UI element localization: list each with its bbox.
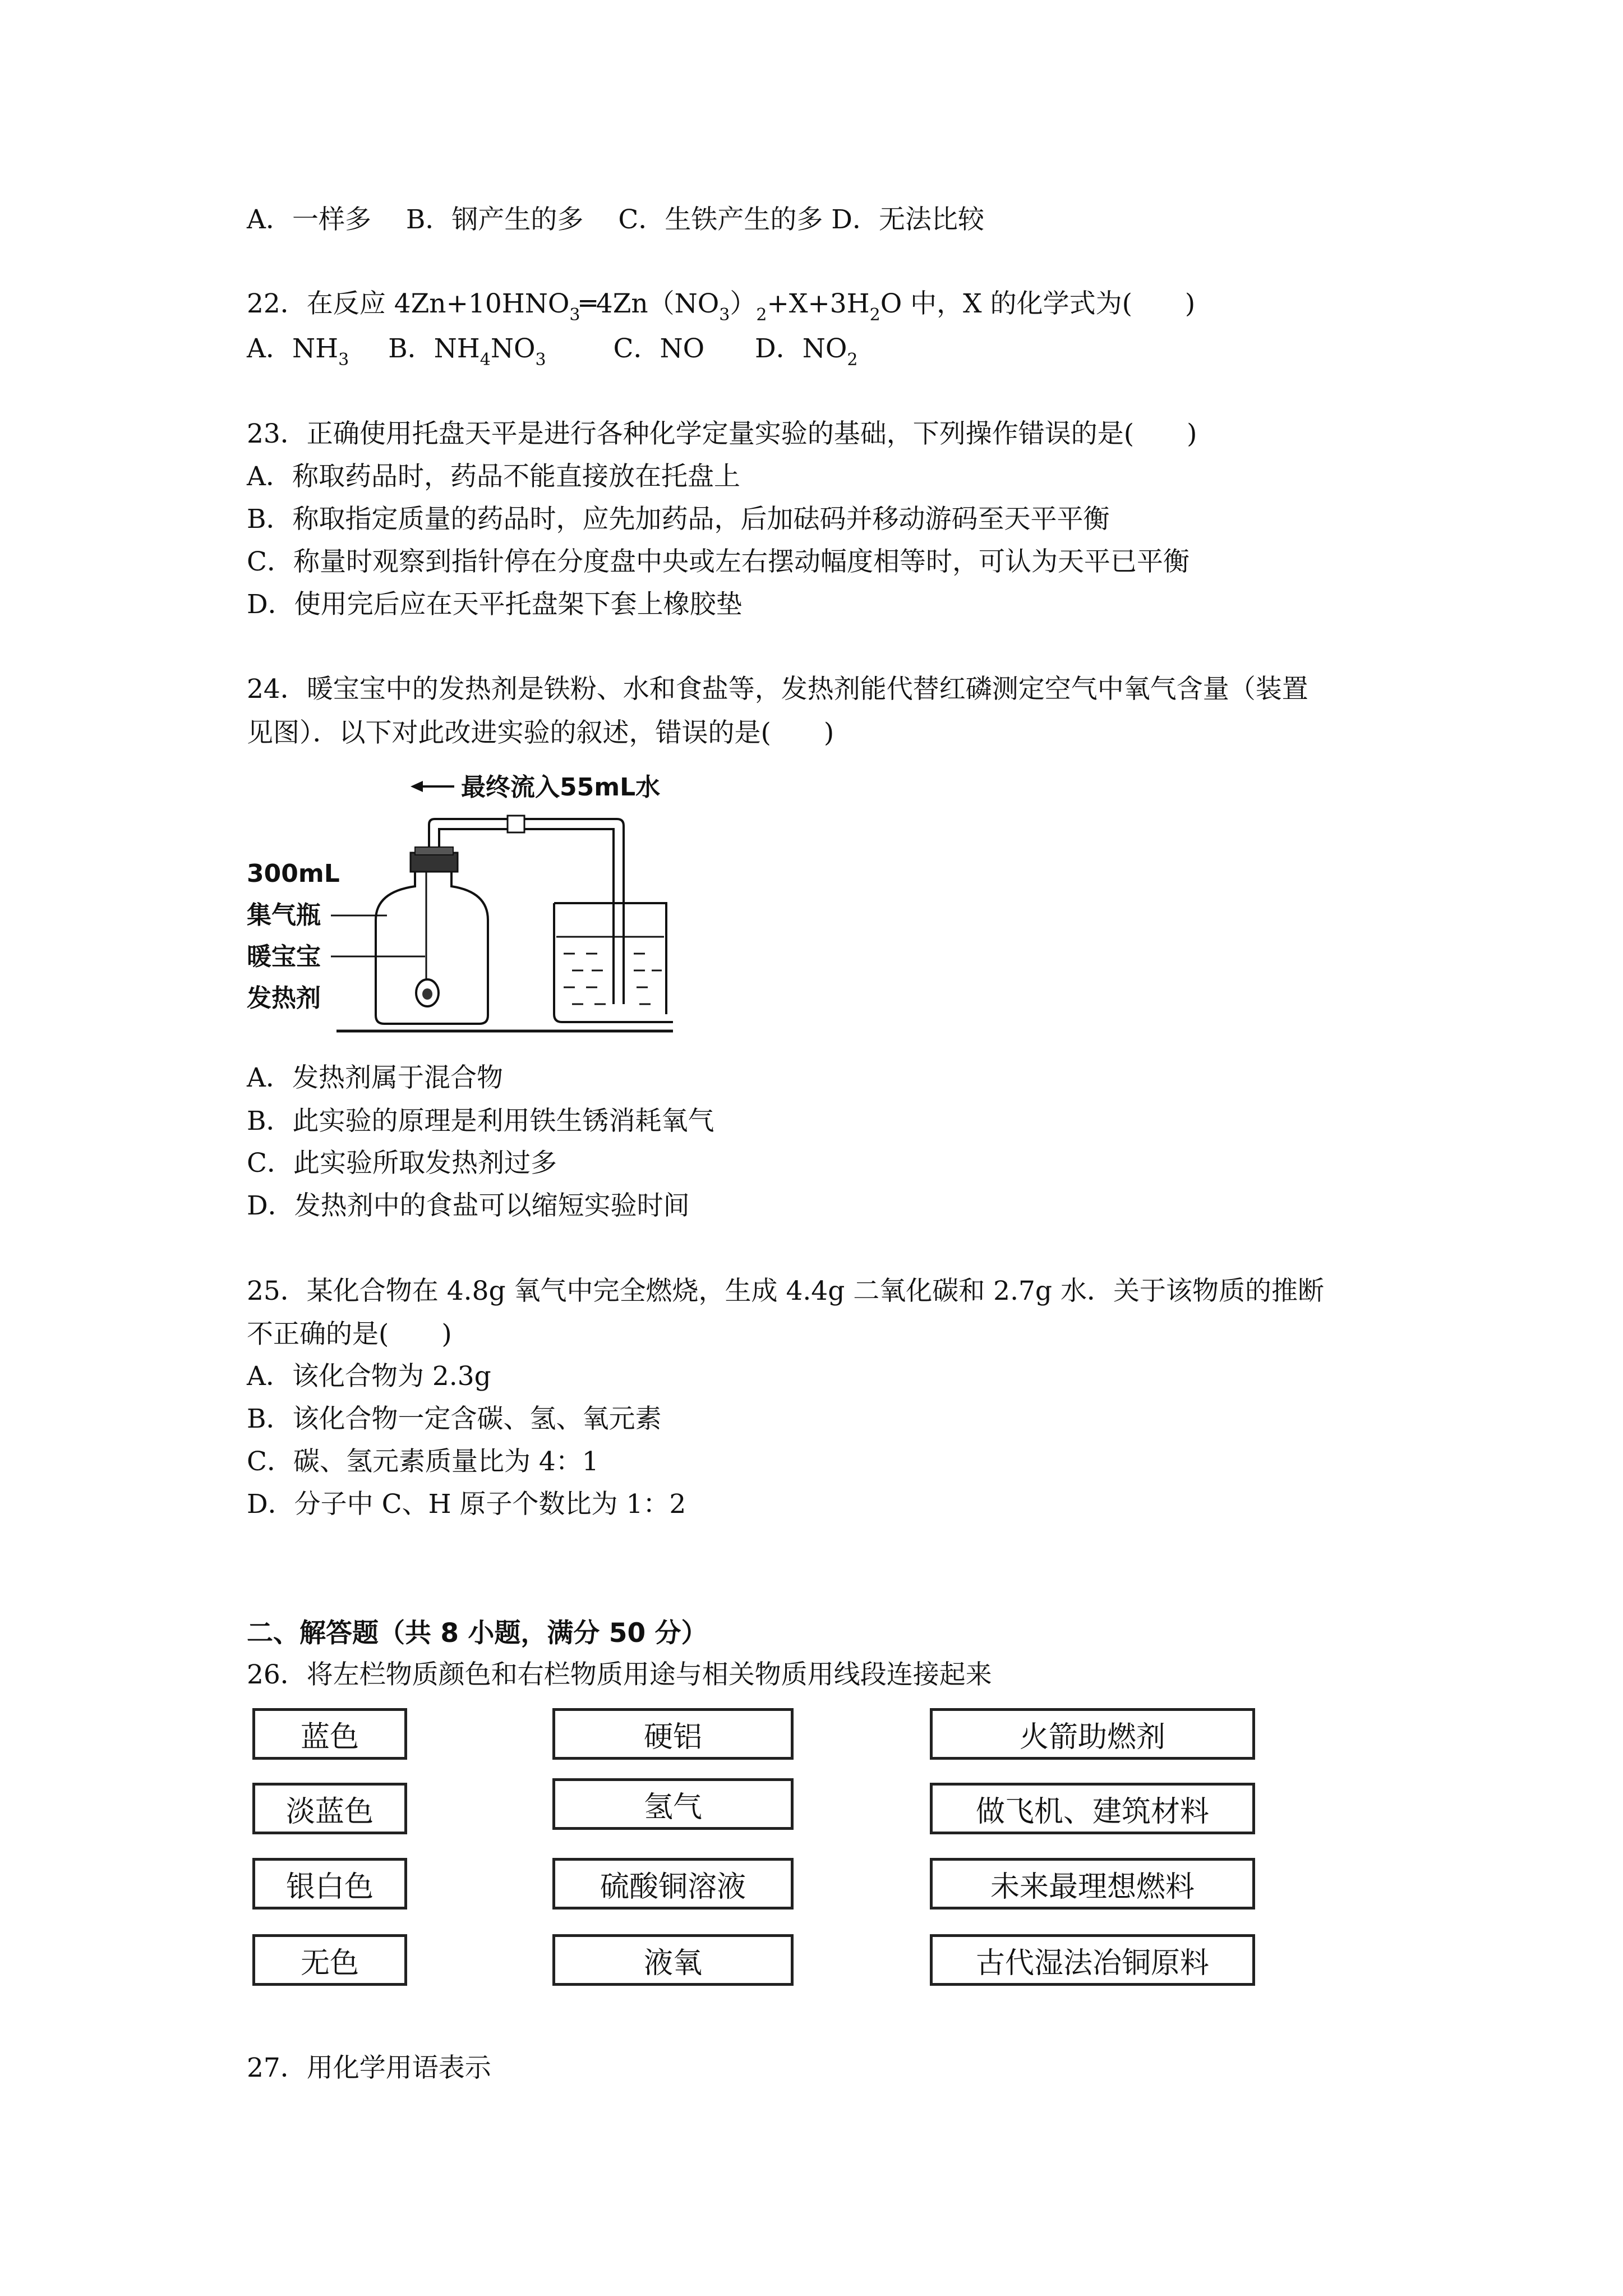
subscript: 4 [479, 350, 491, 370]
q25-option-d: D．分子中 C、H 原子个数比为 1：2 [247, 1489, 686, 1520]
color-box: 银白色 [252, 1858, 407, 1910]
q24-option-b: B．此实验的原理是利用铁生锈消耗氧气 [247, 1106, 714, 1137]
use-box: 古代湿法冶铜原料 [930, 1934, 1255, 1986]
q24-option-d: D．发热剂中的食盐可以缩短实验时间 [247, 1190, 690, 1221]
substance-box: 氢气 [552, 1778, 794, 1830]
subscript: 3 [719, 305, 730, 325]
q22-option-a: A．NH [247, 333, 339, 364]
substance-box: 硫酸铜溶液 [552, 1858, 794, 1910]
q22-stem-part: ） [730, 288, 757, 319]
q26-stem: 26．将左栏物质颜色和右栏物质用途与相关物质用线段连接起来 [247, 1659, 992, 1690]
subscript: 3 [569, 305, 580, 325]
q23-stem: 23．正确使用托盘天平是进行各种化学定量实验的基础，下列操作错误的是( ) [247, 418, 1197, 449]
q21-options: A．一样多 B．钢产生的多 C．生铁产生的多 D．无法比较 [247, 204, 984, 235]
arrow-label: 最终流入55mL水 [461, 773, 661, 802]
q22-stem-part: ═4Zn（NO [580, 288, 720, 319]
q25-stem-line1: 25．某化合物在 4.8g 氧气中完全燃烧，生成 4.4g 二氧化碳和 2.7g 水．关于该物质的推断 [247, 1276, 1324, 1306]
q24-option-c: C．此实验所取发热剂过多 [247, 1148, 557, 1179]
subscript: 3 [338, 350, 349, 370]
q23-option-b: B．称取指定质量的药品时，应先加药品，后加砝码并移动游码至天平平衡 [247, 504, 1110, 535]
subscript: 2 [756, 305, 767, 325]
color-box: 无色 [252, 1934, 407, 1986]
q24-stem-line2: 见图）．以下对此改进实验的叙述，错误的是( ) [247, 717, 834, 748]
q25-option-a: A．该化合物为 2.3g [247, 1361, 491, 1392]
q27-stem: 27．用化学用语表示 [247, 2053, 491, 2083]
q24-option-a: A．发热剂属于混合物 [247, 1062, 503, 1093]
substance-box: 液氧 [552, 1934, 794, 1986]
q22-option-b-part: NO [490, 333, 536, 364]
q22-stem-part: 22．在反应 4Zn+10HNO [247, 288, 570, 319]
q22-option-d: D．NO [755, 333, 847, 364]
q22-stem-part: O 中，X 的化学式为( ) [880, 288, 1196, 319]
heatpack-label: 暖宝宝 [247, 942, 321, 971]
q23-option-d: D．使用完后应在天平托盘架下套上橡胶垫 [247, 589, 743, 620]
subscript: 2 [847, 350, 858, 370]
q22-stem-part: +X+3H [767, 288, 870, 319]
q24-apparatus-diagram [247, 769, 673, 1038]
q22-options [247, 333, 858, 370]
q24-stem-line1: 24．暖宝宝中的发热剂是铁粉、水和食盐等，发热剂能代替红磷测定空气中氧气含量（装置 [247, 674, 1308, 705]
heating-agent-label: 发热剂 [247, 984, 321, 1013]
bottle-label: 集气瓶 [247, 901, 321, 930]
q22-option-c: C．NO [613, 333, 705, 364]
q25-option-c: C．碳、氢元素质量比为 4：1 [247, 1446, 599, 1477]
color-box: 蓝色 [252, 1708, 407, 1760]
q22-stem [247, 288, 1196, 325]
section-heading: 二、解答题（共 8 小题，满分 50 分） [247, 1618, 708, 1649]
q25-stem-line2: 不正确的是( ) [247, 1319, 452, 1350]
q25-option-b: B．该化合物一定含碳、氢、氧元素 [247, 1404, 662, 1434]
subscript: 3 [535, 350, 546, 370]
volume-label: 300mL [247, 859, 340, 888]
use-box: 做飞机、建筑材料 [930, 1783, 1255, 1834]
use-box: 火箭助燃剂 [930, 1708, 1255, 1760]
use-box: 未来最理想燃料 [930, 1858, 1255, 1910]
q23-option-a: A．称取药品时，药品不能直接放在托盘上 [247, 461, 740, 492]
color-box: 淡蓝色 [252, 1783, 407, 1834]
q23-option-c: C．称量时观察到指针停在分度盘中央或左右摆动幅度相等时，可认为天平已平衡 [247, 546, 1189, 577]
substance-box: 硬铝 [552, 1708, 794, 1760]
q22-option-b: B．NH [388, 333, 480, 364]
subscript: 2 [869, 305, 880, 325]
